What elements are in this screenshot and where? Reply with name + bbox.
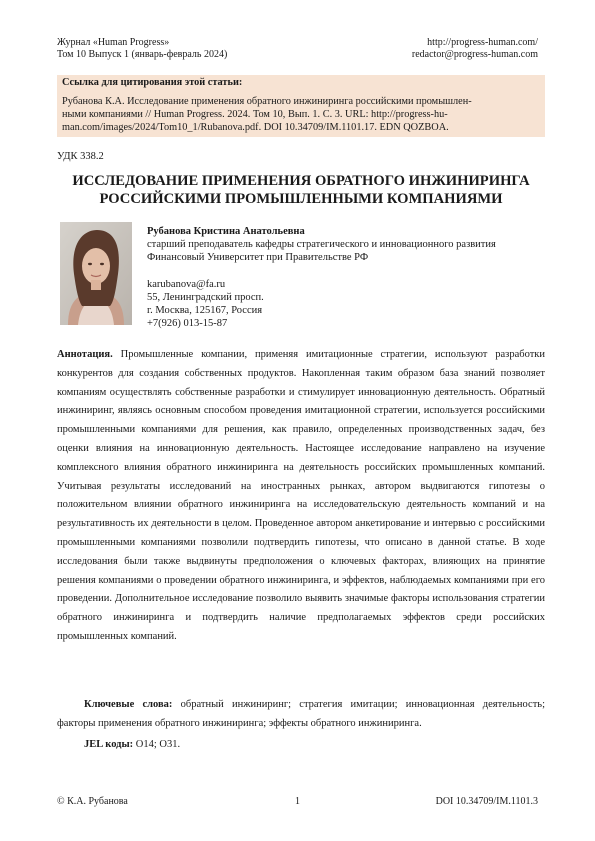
page-number: 1 (295, 796, 300, 807)
author-name: Рубанова Кристина Анатольевна (147, 226, 305, 237)
citation-text (62, 95, 541, 135)
jel-codes (84, 739, 180, 750)
article-title (57, 173, 545, 208)
author-photo (60, 222, 132, 325)
author-address-line: г. Москва, 125167, Россия (147, 305, 263, 316)
citation-line: man.com/images/2024/Tom10_1/Rubanova.pdf. DOI 10.34709/IM.1101.17. EDN QOZBOA. (62, 122, 449, 134)
citation-line: Рубанова К.А. Исследование применения обратного инжиниринга российскими промышлен- (62, 96, 472, 107)
author-address-line: 55, Ленинградский просп. (147, 292, 264, 303)
footer-copyright: © К.А. Рубанова (57, 796, 128, 807)
jel-text: O14; O31. (135, 739, 181, 750)
issue-info: Том 10 Выпуск 1 (январь-февраль 2024) (57, 49, 228, 60)
keywords (57, 696, 545, 734)
journal-name: Журнал «Human Progress» (57, 37, 170, 48)
author-affiliation: Финансовый Университет при Правительстве РФ (147, 252, 369, 263)
citation-line: ными компаниями // Human Progress. 2024. Том 10, Вып. 1. С. 3. URL: http://progress-hu- (62, 109, 448, 121)
journal-email[interactable]: redactor@progress-human.com (411, 49, 538, 60)
title-line: РОССИЙСКИМИ ПРОМЫШЛЕННЫМИ КОМПАНИЯМИ (99, 190, 503, 207)
abstract (57, 346, 545, 647)
footer-doi: DOI 10.34709/IM.1101.3 (435, 796, 538, 807)
author-phone: +7(926) 013-15-87 (147, 318, 228, 329)
keywords-text: обратный инжиниринг; стратегия имитации; инновационная деятельность; факторы применения обратного инжиниринга; эффекты обратного инжиниринга. (57, 699, 546, 729)
keywords-label: Ключевые слова: (84, 699, 173, 710)
citation-heading: Ссылка для цитирования этой статьи: (62, 77, 243, 88)
author-contacts (147, 278, 264, 330)
title-line: ИССЛЕДОВАНИЕ ПРИМЕНЕНИЯ ОБРАТНОГО ИНЖИНИРИНГА (72, 173, 530, 189)
abstract-text: Промышленные компании, применяя имитационные стратегии, используют разработки конкурентов для создания собственных продуктов. Накопленная таким образом база знаний позволяет компаниям осуществлять собственные разработки и стимулирует инновационную деятельность. Обратный инжиниринг, являясь основным способом проведения имитационной стратегии, используется российскими промышленными компаниями для решения, как правило, определенных производственных задач, без оценки влияния на инновационную деятельность. Настоящее исследование направлено на изучение комплексного влияния обратного инжиниринга на деятельность российских промышленных компаний. Учитывая результаты исследований на иностранных рынках, автором выдвигаются гипотезы о положительном влиянии обратного инжиниринга на исследовательскую деятельность компаний и на результативность их деятельности в целом. Проведенное автором анкетирование и интервью с российскими промышленными компаниями позволили подтвердить гипотезы, что описано в данной статье. В ходе исследования были также выдвинуты предположения о ключевых факторах, влияющих на принятие решения компаниями о проведении обратного инжиниринга, и эффектов, наблюдаемых компаниями при его проведении. Дополнительное исследование позволило выявить значимые факторы использования стратегии обратного инжиниринга и подтвердить наличие предполагаемых эффектов среди российских промышленных компаний. (57, 349, 546, 642)
journal-url[interactable]: http://progress-human.com/ (427, 37, 538, 48)
abstract-label: Аннотация. (57, 349, 113, 360)
jel-label: JEL коды: (84, 739, 134, 750)
author-email[interactable]: karubanova@fa.ru (147, 279, 226, 290)
author-position: старший преподаватель кафедры стратегического и инновационного развития (147, 239, 496, 250)
udk-code: УДК 338.2 (57, 151, 104, 162)
author-block (147, 225, 547, 264)
